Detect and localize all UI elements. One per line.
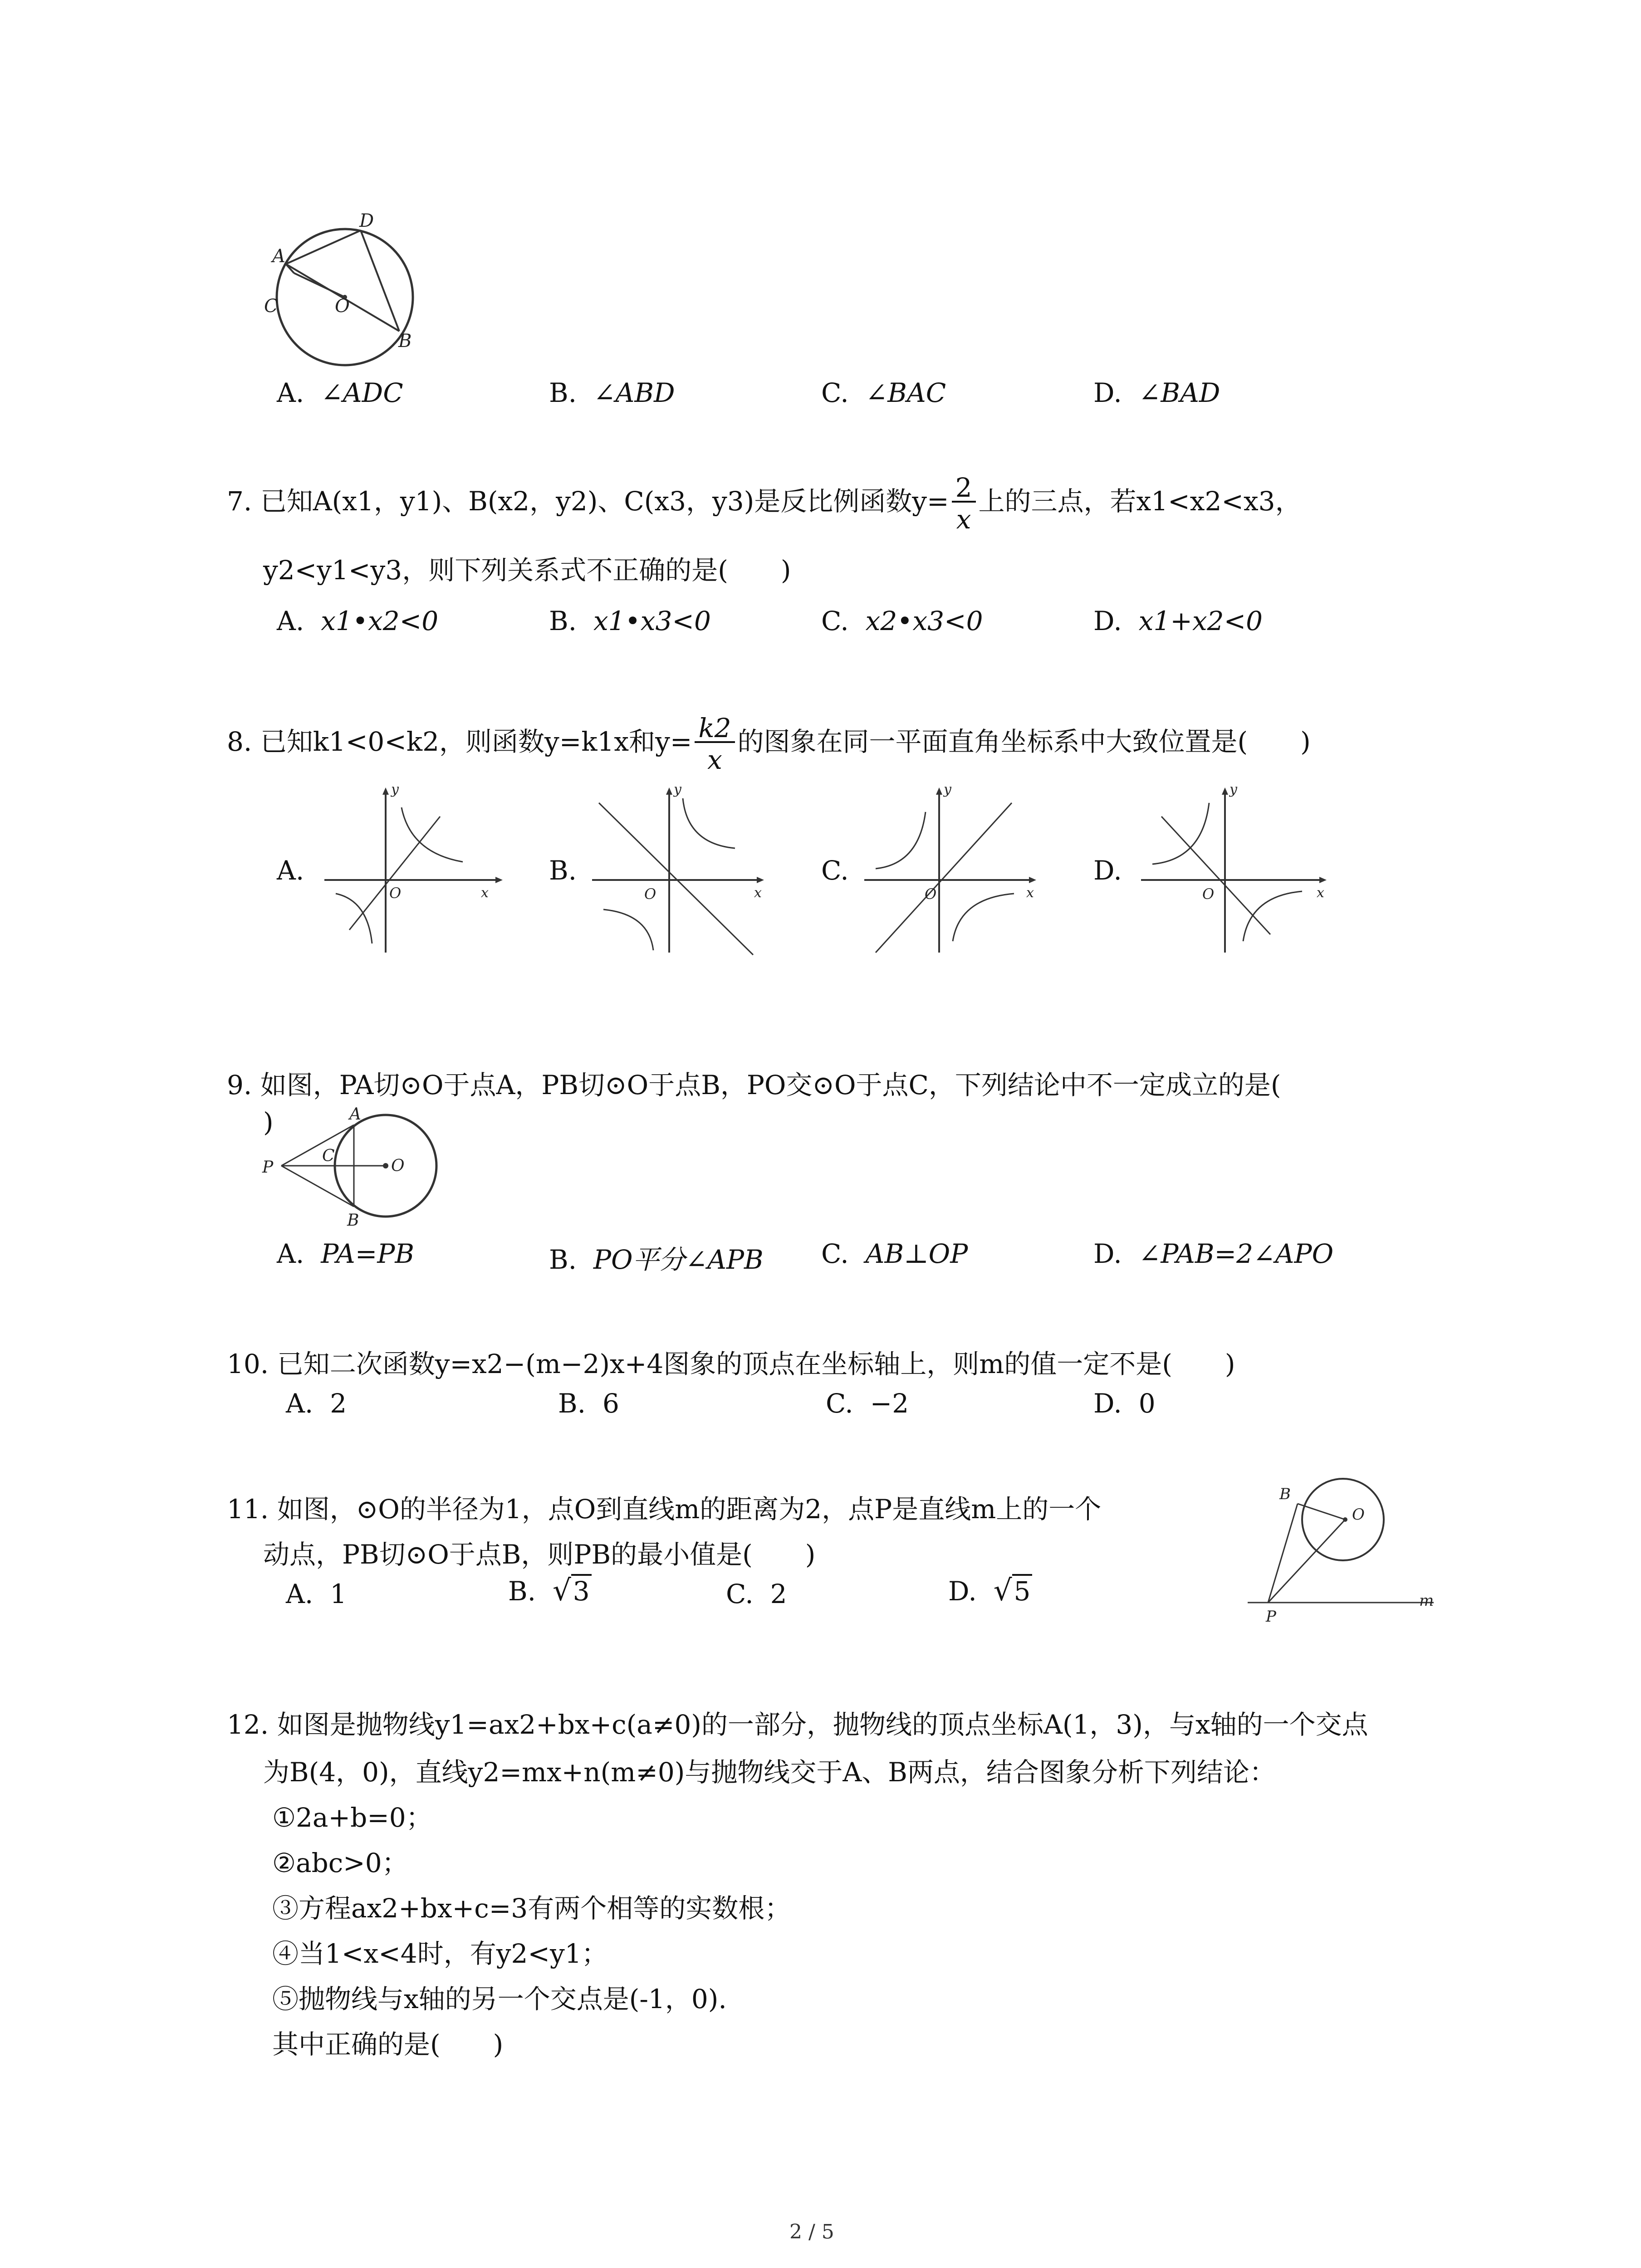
svg-text:O: O	[925, 885, 937, 903]
q11-option-b: B. √3	[508, 1574, 592, 1608]
q8-option-b: B.	[549, 855, 577, 886]
q6-label-c: C	[264, 296, 278, 317]
q9-tangent-figure	[259, 1098, 454, 1229]
q10-question: 10. 已知二次函数y=x2−(m−2)x+4图象的顶点在坐标轴上，则m的值一定不是( )	[227, 1349, 1235, 1379]
q8-graph-a	[318, 785, 508, 957]
q11-question-line2: 动点，PB切⊙O于点B，则PB的最小值是( )	[263, 1539, 816, 1570]
svg-text:O: O	[389, 885, 402, 902]
svg-text:x: x	[1026, 885, 1034, 901]
q6-label-o: O	[335, 296, 350, 317]
q12-statement-3: ③方程ax2+bx+c=3有两个相等的实数根；	[272, 1893, 791, 1924]
q8-option-c: C.	[821, 855, 849, 886]
q7-option-a: A. x1•x2<0	[277, 606, 439, 636]
q7-option-b: B. x1•x3<0	[549, 606, 711, 636]
q9-option-d: D. ∠PAB=2∠APO	[1093, 1238, 1334, 1269]
q6-circle-figure	[254, 209, 426, 381]
q11-option-a: A. 1	[286, 1579, 347, 1609]
q7-question-line1: 7. 已知A(x1，y1)、B(x2，y2)、C(x3，y3)是反比例函数y= $\frac{2}{x}$ 上的三点，若x1<x2<x3，	[227, 472, 1302, 535]
q6-label-b: B	[398, 331, 412, 352]
q8-graph-b	[585, 785, 776, 957]
q11-option-c: C. 2	[726, 1579, 787, 1609]
q10-option-d: D. 0	[1093, 1388, 1156, 1419]
q9-question-line1: 9. 如图，PA切⊙O于点A，PB切⊙O于点B，PO交⊙O于点C，下列结论中不一定成立的是(	[227, 1070, 1281, 1100]
q8-fraction: $\frac{k2}{x}$	[695, 715, 735, 773]
q8-option-a: A.	[277, 855, 304, 886]
svg-text:x: x	[1317, 885, 1324, 901]
svg-text:y: y	[944, 785, 951, 797]
q8-graph-d	[1134, 785, 1338, 957]
svg-text:y: y	[674, 785, 681, 797]
q6-option-a: A. ∠ADC	[277, 377, 403, 408]
svg-text:y: y	[391, 785, 399, 797]
q12-question-line2: 为B(4，0)，直线y2=mx+n(m≠0)与抛物线交于A、B两点，结合图象分析下列结论：	[263, 1757, 1276, 1788]
q12-closing: 其中正确的是( )	[272, 2029, 504, 2060]
svg-text:C: C	[322, 1147, 335, 1165]
svg-text:P: P	[262, 1158, 274, 1177]
q11-option-d: D. √5	[948, 1574, 1032, 1608]
svg-text:x: x	[481, 885, 489, 901]
svg-text:B: B	[347, 1211, 359, 1229]
q12-statement-5: ⑤抛物线与x轴的另一个交点是(-1，0).	[272, 1984, 727, 2014]
q12-question-line1: 12. 如图是抛物线y1=ax2+bx+c(a≠0)的一部分，抛物线的顶点坐标A(1，3)，与x轴的一个交点	[227, 1709, 1368, 1740]
q8-option-d: D.	[1093, 855, 1122, 886]
q6-option-d: D. ∠BAD	[1093, 377, 1220, 408]
svg-text:O: O	[1352, 1505, 1365, 1524]
svg-text:m: m	[1419, 1592, 1434, 1610]
q11-figure	[1243, 1476, 1452, 1635]
q12-statement-2: ②abc>0；	[272, 1848, 408, 1878]
q10-option-c: C. −2	[826, 1388, 909, 1419]
q10-option-a: A. 2	[286, 1388, 347, 1419]
q6-option-b: B. ∠ABD	[549, 377, 675, 408]
svg-text:P: P	[1266, 1608, 1276, 1626]
q7-fraction: $\frac{2}{x}$	[952, 474, 976, 533]
q6-label-d: D	[359, 210, 374, 231]
svg-text:B: B	[1279, 1485, 1291, 1503]
page-number: 2 / 5	[789, 2220, 834, 2244]
q9-question-line2: )	[263, 1107, 274, 1138]
svg-text:O: O	[644, 885, 656, 903]
q7-option-c: C. x2•x3<0	[821, 606, 983, 636]
q8-question: 8. 已知k1<0<k2，则函数y=k1x和y= $\frac{k2}{x}$ 的图象在同一平面直角坐标系中大致位置是( )	[227, 712, 1311, 775]
svg-text:O: O	[391, 1157, 405, 1175]
q6-label-a: A	[272, 246, 285, 267]
q9-option-c: C. AB⊥OP	[821, 1238, 968, 1269]
q9-option-b: B. PO平分∠APB	[549, 1244, 764, 1275]
svg-text:x: x	[754, 885, 762, 901]
svg-text:y: y	[1230, 785, 1237, 797]
q7-question-line2: y2<y1<y3，则下列关系式不正确的是( )	[263, 555, 791, 586]
q11-question-line1: 11. 如图，⊙O的半径为1，点O到直线m的距离为2，点P是直线m上的一个	[227, 1494, 1102, 1525]
q8-graph-c	[857, 785, 1048, 957]
svg-text:A: A	[349, 1105, 361, 1124]
q12-statement-4: ④当1<x<4时，有y2<y1；	[272, 1938, 608, 1969]
q12-statement-1: ①2a+b=0；	[272, 1802, 432, 1833]
q7-option-d: D. x1+x2<0	[1093, 606, 1263, 636]
svg-text:O: O	[1202, 885, 1215, 903]
q9-option-a: A. PA=PB	[277, 1238, 415, 1269]
q10-option-b: B. 6	[558, 1388, 619, 1419]
q6-option-c: C. ∠BAC	[821, 377, 946, 408]
